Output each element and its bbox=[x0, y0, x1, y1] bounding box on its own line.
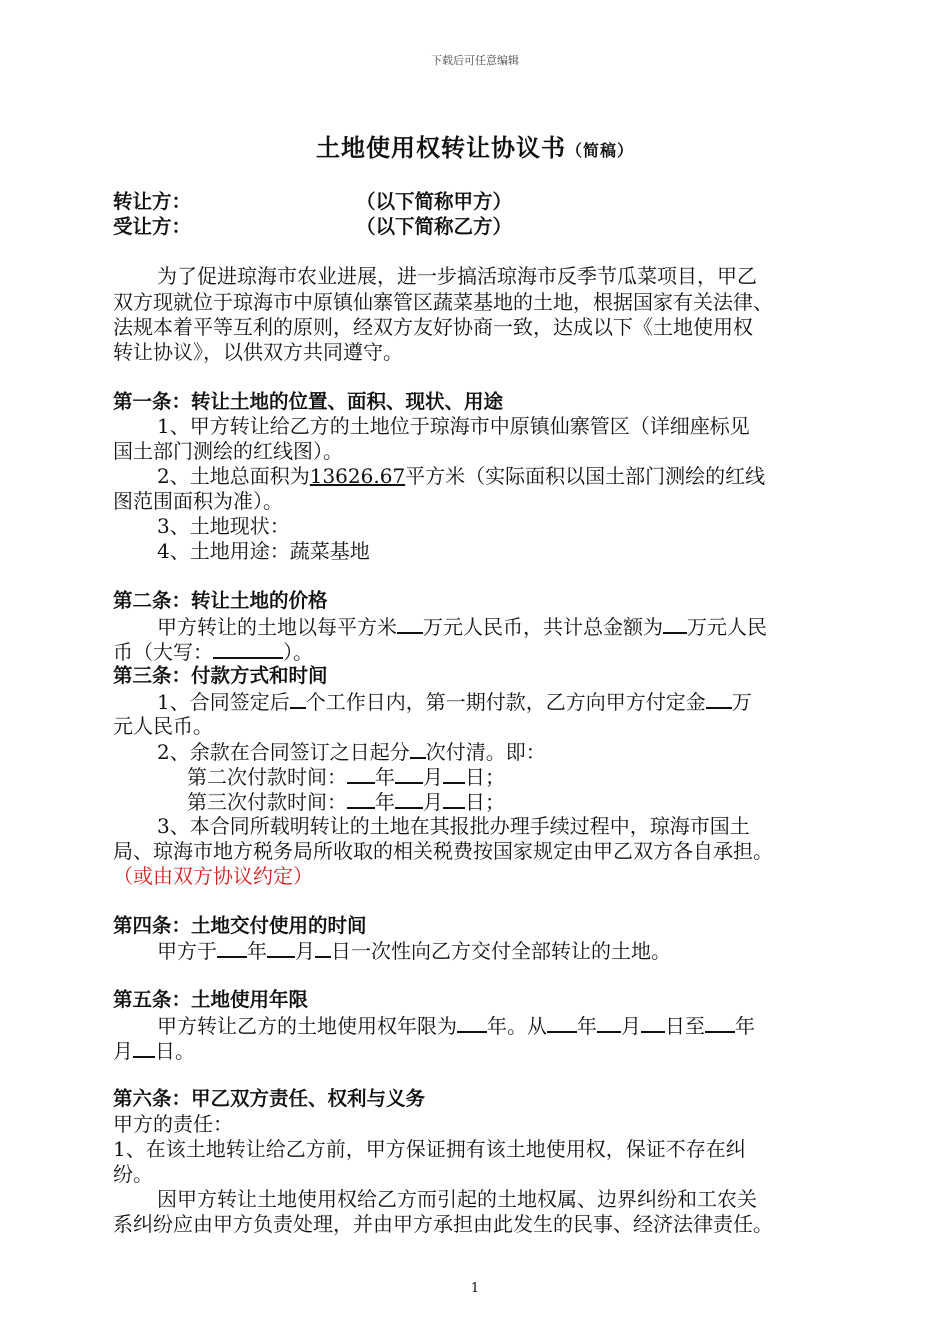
payment-text-c: 万 bbox=[731, 690, 752, 714]
second-payment-line bbox=[187, 764, 917, 789]
transferee-line bbox=[113, 215, 843, 239]
article-1-item-4: 4、土地用途：蔬菜基地 bbox=[157, 539, 370, 563]
price-text-c: 万元人民 bbox=[687, 615, 767, 639]
price-text-a: 甲方转让的土地以每平方米 bbox=[157, 615, 397, 639]
term-start-month-blank bbox=[597, 1013, 621, 1033]
installment-text-a: 2、余款在合同签订之日起分 bbox=[157, 740, 410, 764]
third-year-blank bbox=[347, 789, 375, 809]
delivery-day-blank bbox=[315, 938, 331, 958]
term-text-a: 甲方转让乙方的土地使用权年限为 bbox=[157, 1014, 457, 1038]
article-1-item-2b: 图范围面积为准）。 bbox=[113, 489, 283, 513]
delivery-month-blank bbox=[267, 938, 295, 958]
article-2-line-1 bbox=[157, 614, 887, 639]
document-title bbox=[0, 128, 950, 163]
article-6-line-2: 1、在该土地转让给乙方前，甲方保证拥有该土地使用权，保证不存在纠 bbox=[113, 1137, 746, 1161]
article-6-line-5: 系纠纷应由甲方负责处理，并由甲方承担由此发生的民事、经济法律责任。 bbox=[113, 1212, 773, 1236]
article-6-line-4: 因甲方转让土地使用权给乙方而引起的土地权属、边界纠纷和工农关 bbox=[157, 1187, 757, 1211]
day-label: 日； bbox=[465, 790, 505, 814]
intro-line-3: 法规本着平等互利的原则，经双方友好协商一致，达成以下《土地使用权 bbox=[113, 315, 753, 339]
third-month-blank bbox=[395, 789, 423, 809]
article-1-item-1a: 1、甲方转让给乙方的土地位于琼海市中原镇仙寨管区（详细座标见 bbox=[157, 414, 750, 438]
transferee-note: （以下简称乙方） bbox=[356, 215, 513, 238]
term-year-label: 年 bbox=[577, 1014, 597, 1038]
article-3-line-6: 3、本合同所载明转让的土地在其报批办理手续过程中，琼海市国土 bbox=[157, 814, 750, 838]
term-month-label: 月 bbox=[621, 1014, 641, 1038]
term-end-year-blank bbox=[705, 1013, 735, 1033]
total-amount-blank bbox=[663, 614, 687, 634]
title-sub: （简稿） bbox=[565, 141, 634, 160]
article-1-heading: 第一条：转让土地的位置、面积、现状、用途 bbox=[113, 390, 504, 413]
article-3-heading: 第三条：付款方式和时间 bbox=[113, 664, 328, 687]
transferor-note: （以下简称甲方） bbox=[356, 190, 513, 213]
delivery-year-label: 年 bbox=[247, 939, 267, 963]
price-per-sqm-blank bbox=[397, 614, 423, 634]
title-main: 土地使用权转让协议书 bbox=[315, 134, 566, 162]
article-3-line-7: 局、琼海市地方税务局所收取的相关税费按国家规定由甲乙双方各自承担。 bbox=[113, 839, 773, 863]
workdays-blank bbox=[290, 689, 306, 709]
intro-line-4: 转让协议》，以供双方共同遵守。 bbox=[113, 340, 403, 364]
second-month-blank bbox=[395, 764, 423, 784]
transferor-label: 转让方： bbox=[113, 190, 192, 213]
delivery-month-label: 月 bbox=[295, 939, 315, 963]
article-5-heading: 第五条：土地使用年限 bbox=[113, 988, 309, 1011]
article-5-line-1 bbox=[157, 1013, 887, 1038]
term-text-b: 年。从 bbox=[487, 1014, 547, 1038]
article-4-heading: 第四条：土地交付使用的时间 bbox=[113, 914, 367, 937]
intro-line-2: 双方现就位于琼海市中原镇仙寨管区蔬菜基地的土地，根据国家有关法律、 bbox=[113, 290, 773, 314]
installment-text-b: 次付清。即： bbox=[425, 740, 546, 764]
article-3-red-note: （或由双方协议约定） bbox=[113, 864, 313, 888]
term-end-day-label: 日。 bbox=[155, 1039, 195, 1063]
page-header: 下载后可任意编辑 bbox=[431, 54, 519, 67]
year-label: 年 bbox=[375, 765, 395, 789]
term-end-year-label: 年 bbox=[735, 1014, 755, 1038]
article-2-heading: 第二条：转让土地的价格 bbox=[113, 589, 328, 612]
month-label: 月 bbox=[423, 765, 443, 789]
transferor-line bbox=[113, 190, 843, 214]
term-text-e: 日至 bbox=[665, 1014, 705, 1038]
delivery-text-a: 甲方于 bbox=[157, 939, 217, 963]
second-year-blank bbox=[347, 764, 375, 784]
article-6-line-1: 甲方的责任： bbox=[113, 1112, 233, 1136]
deposit-blank bbox=[706, 689, 732, 709]
area-prefix: 2、土地总面积为 bbox=[157, 464, 310, 488]
term-start-year-blank bbox=[547, 1013, 577, 1033]
amount-words-blank bbox=[213, 639, 283, 659]
land-area-value: 13626.67 bbox=[309, 464, 406, 488]
payment-text-b: 个工作日内，第一期付款，乙方向甲方付定金 bbox=[305, 690, 706, 714]
delivery-year-blank bbox=[217, 938, 247, 958]
amount-words-close: ）。 bbox=[283, 640, 313, 664]
term-years-blank bbox=[457, 1013, 487, 1033]
price-text-b: 万元人民币，共计总金额为 bbox=[423, 615, 663, 639]
term-end-day-blank bbox=[133, 1038, 155, 1058]
article-1-item-3: 3、土地现状： bbox=[157, 514, 290, 538]
amount-words-label: 币（大写： bbox=[113, 640, 213, 664]
day-label: 日； bbox=[465, 765, 505, 789]
article-1-item-2 bbox=[157, 464, 887, 488]
area-suffix: 平方米（实际面积以国土部门测绘的红线 bbox=[405, 464, 766, 488]
article-3-line-3 bbox=[157, 739, 887, 764]
third-payment-line bbox=[187, 789, 917, 814]
article-6-line-3: 纷。 bbox=[113, 1162, 153, 1186]
article-5-line-2 bbox=[113, 1038, 843, 1063]
payment-text-a: 1、合同签定后 bbox=[157, 690, 290, 714]
page-number: 1 bbox=[470, 1281, 480, 1296]
month-label: 月 bbox=[423, 790, 443, 814]
intro-line-1: 为了促进琼海市农业进展，进一步搞活琼海市反季节瓜菜项目，甲乙 bbox=[157, 264, 757, 288]
delivery-text-d: 日一次性向乙方交付全部转让的土地。 bbox=[331, 939, 671, 963]
article-3-line-2: 元人民币。 bbox=[113, 714, 213, 738]
installments-blank bbox=[410, 739, 426, 759]
article-2-line-2 bbox=[113, 639, 843, 664]
article-3-line-1 bbox=[157, 689, 887, 714]
term-start-day-blank bbox=[641, 1013, 665, 1033]
year-label: 年 bbox=[375, 790, 395, 814]
article-4-line bbox=[157, 938, 887, 963]
article-1-item-1b: 国土部门测绘的红线图）。 bbox=[113, 439, 343, 463]
transferee-label: 受让方： bbox=[113, 215, 192, 238]
third-payment-label: 第三次付款时间： bbox=[187, 790, 347, 814]
article-6-heading: 第六条：甲乙双方责任、权利与义务 bbox=[113, 1087, 426, 1110]
second-day-blank bbox=[443, 764, 465, 784]
third-day-blank bbox=[443, 789, 465, 809]
term-end-month-label: 月 bbox=[113, 1039, 133, 1063]
second-payment-label: 第二次付款时间： bbox=[187, 765, 347, 789]
